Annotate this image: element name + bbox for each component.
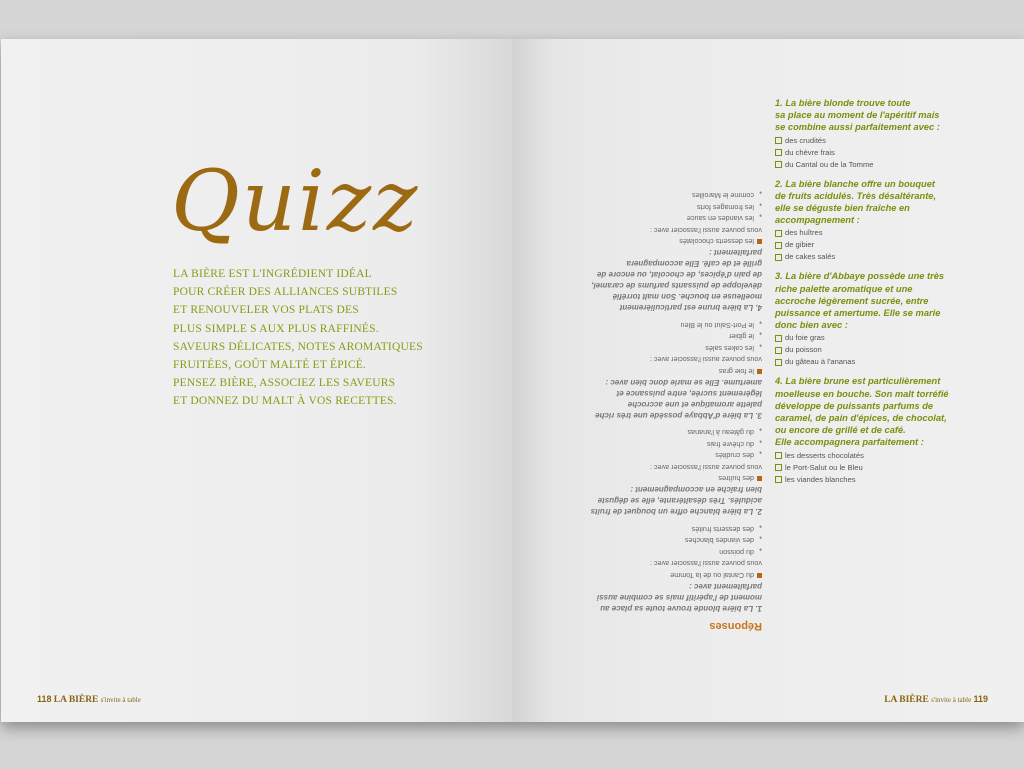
answer-option[interactable] [775, 147, 955, 159]
book-title: LA BIÈRE [884, 695, 929, 705]
bullet-icon [757, 527, 762, 532]
question-text: 1. La bière blonde trouve toute sa place au moment de l'apéritif mais se combine aussi parfaitement avec : [775, 98, 940, 133]
answer-line [582, 190, 762, 202]
questions-list [775, 97, 955, 493]
answer-label: des viandes blanches [684, 536, 754, 546]
answer-option[interactable] [775, 474, 955, 486]
answer-label: vous pouvez aussi l'associer avec : [649, 226, 762, 235]
answer-label: les desserts chocolatés [679, 237, 754, 247]
answer-1 [582, 524, 762, 615]
quiz-title: Quizz [171, 152, 420, 250]
answer-label: vous pouvez aussi l'associer avec : [649, 355, 762, 365]
checkbox-icon[interactable] [775, 137, 782, 144]
page-number: 119 [973, 694, 988, 704]
answer-line [582, 547, 762, 559]
answer-label: le Port-Salut ou le Bleu [680, 321, 754, 330]
bullet-icon [757, 216, 762, 221]
option-label: des crudités [785, 135, 826, 145]
book-spread [1, 39, 1024, 722]
answer-question-text: 1. La bière blonde trouve toute sa place au moment de l'apéritif mais se combine aussi parfaitement avec : [596, 582, 762, 613]
answer-line [582, 354, 762, 366]
answer-option[interactable] [775, 356, 955, 368]
book-subtitle: s'invite à table [100, 696, 141, 704]
answer-line [582, 331, 762, 343]
option-label: du foie gras [785, 333, 825, 343]
answer-option[interactable] [775, 450, 955, 462]
bullet-icon [757, 538, 762, 543]
answer-4 [582, 190, 762, 314]
answer-label: comme le Maroilles [692, 191, 754, 201]
answer-line [582, 225, 762, 237]
question-text: 2. La bière blanche offre un bouquet de fruits acidulés. Très désaltérante, elle se déguste bien fraîche en accompagnement : [775, 178, 937, 226]
answer-label: des huîtres [718, 474, 754, 484]
question-4 [775, 375, 955, 485]
question-3 [775, 270, 955, 368]
checkbox-icon[interactable] [775, 230, 782, 237]
answer-2 [582, 427, 762, 518]
answer-option[interactable] [775, 239, 955, 251]
bullet-icon [757, 550, 762, 555]
answer-line [582, 320, 762, 332]
checkbox-icon[interactable] [775, 335, 782, 342]
option-label: du chèvre frais [785, 147, 835, 157]
option-label: les viandes blanches [785, 474, 856, 484]
question-text: 3. La bière d'Abbaye possède une très riche palette aromatique et une accroche légèrement sucrée, entre puissance et amertume. Elle se marie donc bien avec : [775, 271, 945, 331]
checkbox-icon[interactable] [775, 161, 782, 168]
answer-label: les viandes en sauce [686, 214, 754, 224]
answer-label: du poisson [719, 548, 754, 557]
answer-question-text: 4. La bière brune est particulièrement moelleuse en bouche. Son malt torréfié développe de puissants parfums de caramel, de pain d'épices, de chocolat, ou encore de grillé et de café. Elle accompagnera parfaitement : [591, 248, 762, 313]
answer-option[interactable] [775, 227, 955, 239]
option-label: des huîtres [785, 228, 823, 238]
book-subtitle: s'invite à table [931, 696, 972, 704]
option-label: de cakes salés [785, 252, 836, 262]
checkbox-icon[interactable] [775, 476, 782, 483]
option-label: le Port-Salut ou le Bleu [785, 462, 863, 472]
answer-option[interactable] [775, 251, 955, 263]
question-2 [775, 178, 955, 264]
answer-option[interactable] [775, 462, 955, 474]
answer-line [582, 343, 762, 355]
answer-line [582, 473, 762, 485]
folio-right [884, 694, 988, 705]
answer-label: les cakes salés [705, 344, 754, 353]
bullet-icon [757, 442, 762, 447]
left-page [1, 39, 512, 722]
checkbox-icon[interactable] [775, 464, 782, 471]
answer-line [582, 236, 762, 248]
answer-line [582, 366, 762, 378]
option-label: du Cantal ou de la Tomme [785, 159, 874, 169]
answer-line [582, 462, 762, 474]
answer-line [582, 213, 762, 225]
right-page [512, 39, 1024, 722]
filled-square-icon [757, 239, 762, 244]
book-title: LA BIÈRE [53, 695, 99, 705]
checkbox-icon[interactable] [775, 242, 782, 249]
answers-title: Réponses [709, 620, 762, 632]
bullet-icon [757, 430, 762, 435]
filled-square-icon [757, 369, 762, 374]
page-number: 118 [37, 694, 52, 704]
answer-option[interactable] [775, 159, 955, 171]
answer-line [582, 535, 762, 547]
answer-label: vous pouvez aussi l'associer avec : [649, 559, 762, 569]
option-label: du gâteau à l'ananas [785, 357, 856, 367]
answer-label: le gibier [728, 332, 754, 342]
answer-line [582, 450, 762, 462]
bullet-icon [757, 334, 762, 339]
answer-label: du chèvre frais [706, 440, 754, 449]
answer-line [582, 202, 762, 214]
answer-label: le foie gras [718, 367, 754, 376]
intro-paragraph: LA BIÈRE EST L'INGRÉDIENT IDÉAL POUR CRÉER DES ALLIANCES SUBTILES ET RENOUVELER VOS PLATS DES PLUS SIMPLE S AUX PLUS RAFFINÉS. SAVEURS DÉLICATES, NOTES AROMATIQUES FRUITÉES, GOÛT MALTÉ ET ÉPICÉ. PENSEZ BIÈRE, ASSOCIEZ LES SAVEURS ET DONNEZ DU MALT À VOS RECETTES. [173, 268, 423, 408]
answer-line [582, 524, 762, 536]
bullet-icon [757, 193, 762, 198]
checkbox-icon[interactable] [775, 149, 782, 156]
bullet-icon [757, 453, 762, 458]
answer-label: du Cantal ou de la Tomme [670, 571, 754, 580]
option-label: du poisson [785, 345, 822, 355]
answer-3 [582, 320, 762, 422]
answer-line [582, 427, 762, 439]
checkbox-icon[interactable] [775, 347, 782, 354]
answer-label: des crudités [715, 451, 754, 461]
checkbox-icon[interactable] [775, 452, 782, 459]
option-label: les desserts chocolatés [785, 450, 864, 460]
filled-square-icon [757, 573, 762, 578]
bullet-icon [757, 205, 762, 210]
checkbox-icon[interactable] [775, 359, 782, 366]
answer-line [582, 570, 762, 582]
filled-square-icon [757, 476, 762, 481]
answer-label: du gâteau à l'ananas [687, 428, 754, 438]
question-1 [775, 97, 955, 171]
answer-label: les fromages forts [696, 203, 754, 212]
folio-left [37, 694, 141, 705]
answer-option[interactable] [775, 135, 955, 147]
answer-question-text: 2. La bière blanche offre un bouquet de fruits acidulés. Très désaltérante, elle se déguste bien fraîche en accompagnement : [590, 485, 762, 517]
option-label: de gibier [785, 240, 815, 250]
bullet-icon [757, 323, 762, 328]
answers-block-inverted [582, 184, 762, 632]
answer-label: vous pouvez aussi l'associer avec : [649, 463, 762, 472]
answer-line [582, 558, 762, 570]
answer-option[interactable] [775, 332, 955, 344]
answer-label: des desserts fruités [691, 525, 754, 534]
answer-question-text: 3. La bière d'Abbaye possède une très riche palette aromatique et une accroche légèrement sucrée, entre puissance et amertume. Elle se marie donc bien avec : [595, 378, 762, 420]
answer-line [582, 439, 762, 451]
bullet-icon [757, 346, 762, 351]
question-text: 4. La bière brune est particulièrement moelleuse en bouche. Son malt torréfié développe de puissants parfums de caramel, de pain d'épices, de chocolat, ou encore de grillé et de café. Elle accompagnera parfaitement : [775, 376, 949, 448]
answer-option[interactable] [775, 344, 955, 356]
checkbox-icon[interactable] [775, 254, 782, 261]
